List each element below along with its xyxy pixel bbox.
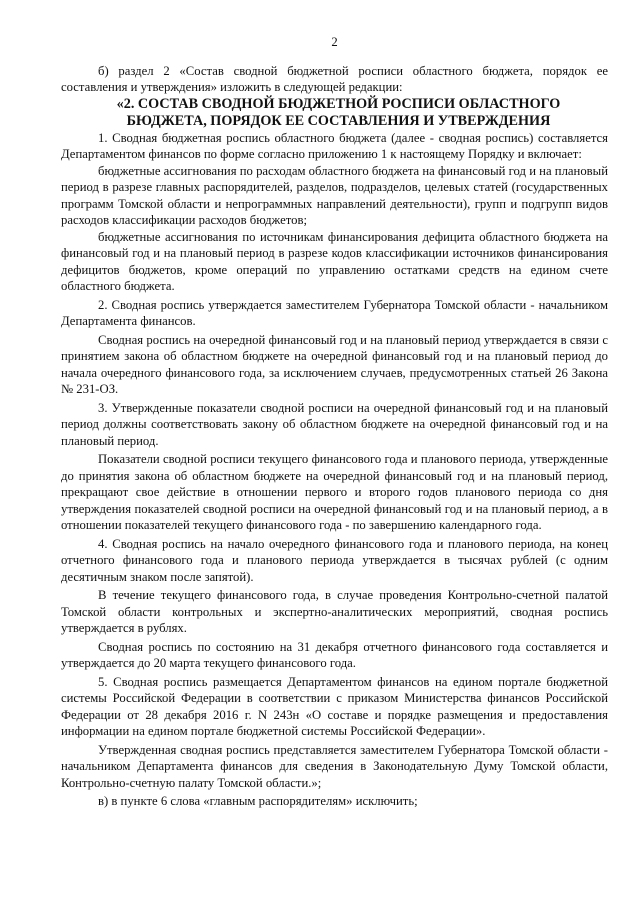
paragraph-2: бюджетные ассигнования по расходам областного бюджета на финансовый год и на плановый период в разрезе главных распорядителей, разделов, подразделов, целевых статей (государственных программ Томской области и непрограммных направлений деятельности), групп и подгрупп видов расходов классификации расходов бюджетов; xyxy=(61,163,608,227)
paragraph-6: 3. Утвержденные показатели сводной росписи на очередной финансовый год и на плановый период должны соответствовать закону об областном бюджете на очередной финансовый год и на плановый период. xyxy=(61,400,608,448)
intro-paragraph: б) раздел 2 «Состав сводной бюджетной росписи областного бюджета, порядок ее составления и утверждения» изложить в следующей редакции: xyxy=(61,63,608,94)
paragraph-4: 2. Сводная роспись утверждается заместителем Губернатора Томской области - начальником Департамента финансов. xyxy=(61,297,608,328)
paragraph-9: В течение текущего финансового года, в случае проведения Контрольно-счетной палатой Томской области контрольных и экспертно-аналитических мероприятий, сводная роспись утверждается в рублях. xyxy=(61,588,608,635)
paragraph-1: 1. Сводная бюджетная роспись областного бюджета (далее - сводная роспись) составляется Департаментом финансов по форме согласно приложению 1 к настоящему Порядку и включает: xyxy=(61,130,608,161)
paragraph-7: Показатели сводной росписи текущего финансового года и планового периода, утвержденные до принятия закона об областном бюджете на очередной финансовый год и на плановый период, прекращают свое действие в отношении первого и второго годов планового периода со дня утверждения показателей сводной росписи на очередной финансовый год и на плановый период, а в отношении показателей текущего финансового года - по завершению календарного года. xyxy=(61,452,608,532)
section-heading-line-2: БЮДЖЕТА, ПОРЯДОК ЕЕ СОСТАВЛЕНИЯ И УТВЕРЖДЕНИЯ xyxy=(126,112,551,129)
paragraph-3: бюджетные ассигнования по источникам финансирования дефицита областного бюджета на финансовый год и на плановый период в разрезе кодов классификации источников финансирования дефицитов бюджетов, кроме операций по управлению остатками средств на едином счете областного бюджета. xyxy=(61,229,608,293)
paragraph-11: 5. Сводная роспись размещается Департаментом финансов на едином портале бюджетной системы Российской Федерации в соответствии с приказом Министерства финансов Российской Федерации от 28 декабря 2016 г. N 243н «О составе и порядке размещения и предоставления информации на едином портале бюджетной системы Российской Федерации». xyxy=(61,674,608,738)
section-heading-line-1: «2. СОСТАВ СВОДНОЙ БЮДЖЕТНОЙ РОСПИСИ ОБЛАСТНОГО xyxy=(116,95,561,112)
paragraph-8: 4. Сводная роспись на начало очередного финансового года и планового периода, на конец отчетного финансового года и планового периода утверждается в тысячах рублей (с одним десятичным знаком после запятой). xyxy=(61,536,608,584)
paragraph-12: Утвержденная сводная роспись представляется заместителем Губернатора Томской области - начальником Департамента финансов для сведения в Законодательную Думу Томской области, Контрольно-счетную палату Томской области.»; xyxy=(61,742,608,790)
paragraph-13: в) в пункте 6 слова «главным распорядителям» исключить; xyxy=(98,794,418,808)
paragraph-10: Сводная роспись по состоянию на 31 декабря отчетного финансового года составляется и утверждается до 20 марта текущего финансового года. xyxy=(61,639,608,670)
page-number: 2 xyxy=(331,35,338,49)
paragraph-5: Сводная роспись на очередной финансовый год и на плановый период утверждается в связи с принятием закона об областном бюджете на очередной финансовый год и на плановый период до начала очередного финансового года, за исключением случаев, предусмотренных статьей 26 Закона № 231-ОЗ. xyxy=(61,332,608,396)
